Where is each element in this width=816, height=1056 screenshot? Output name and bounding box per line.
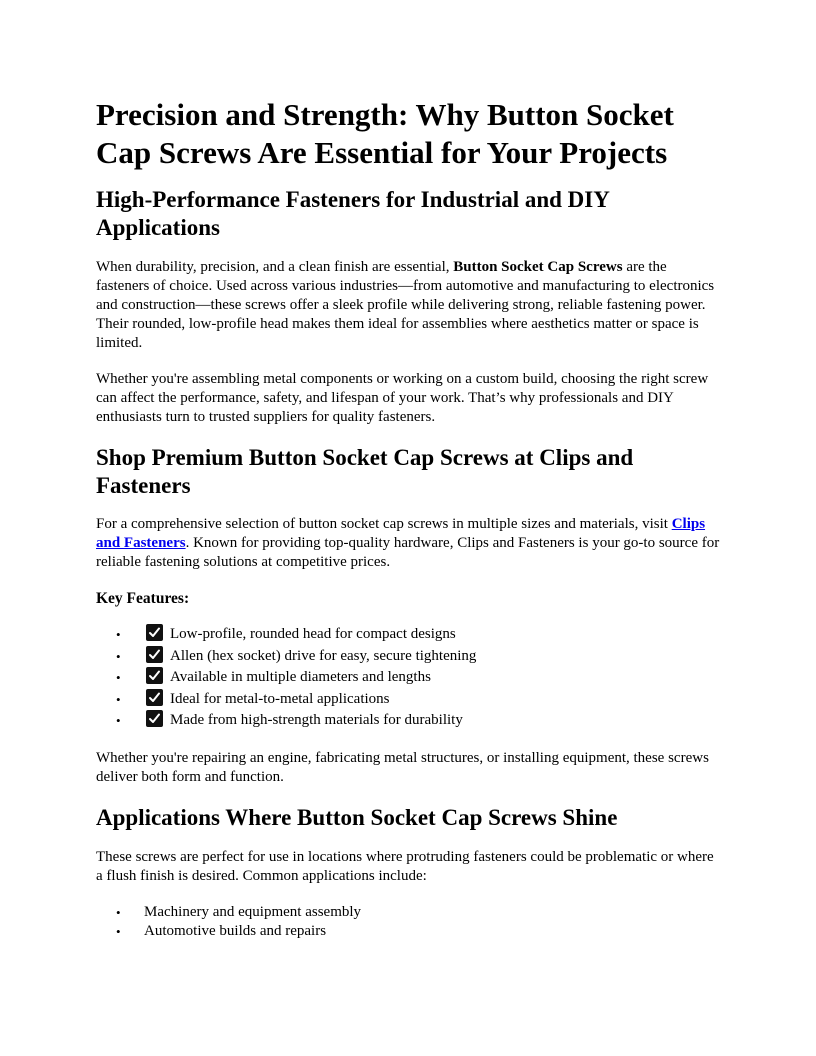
shop-p-before: For a comprehensive selection of button socket cap screws in multiple sizes and materials, visit xyxy=(96,516,672,532)
document-page xyxy=(96,96,720,958)
shop-heading: Shop Premium Button Socket Cap Screws at Clips and Fasteners xyxy=(96,445,634,498)
feature-text: Low-profile, rounded head for compact designs xyxy=(170,626,456,642)
intro-p1-after: are the fasteners of choice. Used across various industries—from automotive and manufacturing to electronics and construction—these screws offer a sleek profile while delivering strong, reliable fastening power. Their rounded, low-profile head makes them ideal for assemblies where aesthetics matter or space is limited. xyxy=(96,259,715,351)
list-item xyxy=(96,667,720,689)
application-text: Automotive builds and repairs xyxy=(144,922,327,939)
key-features-list xyxy=(96,624,720,732)
bullet-icon: • xyxy=(116,691,121,707)
check-mark-icon xyxy=(146,624,163,641)
intro-paragraph-1 xyxy=(96,258,720,353)
list-item xyxy=(96,689,720,711)
check-mark-icon xyxy=(146,689,163,706)
check-mark-icon xyxy=(146,646,163,663)
check-mark-icon xyxy=(146,667,163,684)
intro-paragraph-2: Whether you're assembling metal components or working on a custom build, choosing the right screw can affect the performance, safety, and lifespan of your work. That’s why professionals and DIY enthusiasts turn to trusted suppliers for quality fasteners. xyxy=(96,371,709,425)
list-item xyxy=(96,624,720,646)
intro-p1-before: When durability, precision, and a clean finish are essential, xyxy=(96,259,454,275)
shop-closing-paragraph: Whether you're repairing an engine, fabricating metal structures, or installing equipment, these screws deliver both form and function. xyxy=(96,749,709,785)
feature-text: Made from high-strength materials for durability xyxy=(170,712,463,728)
shop-p-after: . Known for providing top-quality hardware, Clips and Fasteners is your go-to source for reliable fastening solutions at competitive prices. xyxy=(96,535,720,570)
bullet-icon: • xyxy=(116,627,121,642)
application-text: Machinery and equipment assembly xyxy=(144,903,362,920)
intro-p1-bold: Button Socket Cap Screws xyxy=(453,259,623,275)
bullet-icon: • xyxy=(116,904,121,920)
list-item xyxy=(96,922,720,941)
key-features-heading: Key Features: xyxy=(96,590,190,607)
shop-paragraph xyxy=(96,515,720,572)
clips-and-fasteners-link[interactable]: Clips and Fasteners xyxy=(96,516,706,551)
page-title: Precision and Strength: Why Button Socket Cap Screws Are Essential for Your Projects xyxy=(96,97,674,170)
bullet-icon: • xyxy=(116,648,121,664)
bullet-icon: • xyxy=(116,670,121,685)
list-item xyxy=(96,903,720,922)
check-mark-icon xyxy=(146,710,163,727)
bullet-icon: • xyxy=(116,713,121,728)
list-item xyxy=(96,710,720,732)
applications-paragraph: These screws are perfect for use in locations where protruding fasteners could be problematic or where a flush finish is desired. Common applications include: xyxy=(96,848,714,884)
list-item xyxy=(96,646,720,668)
feature-text: Allen (hex socket) drive for easy, secure tightening xyxy=(170,647,477,664)
applications-heading: Applications Where Button Socket Cap Screws Shine xyxy=(96,804,618,830)
feature-text: Ideal for metal-to-metal applications xyxy=(170,690,390,707)
applications-list xyxy=(96,903,720,941)
bullet-icon: • xyxy=(116,923,121,939)
feature-text: Available in multiple diameters and lengths xyxy=(170,669,431,685)
intro-heading: High-Performance Fasteners for Industrial and DIY Applications xyxy=(96,187,609,240)
